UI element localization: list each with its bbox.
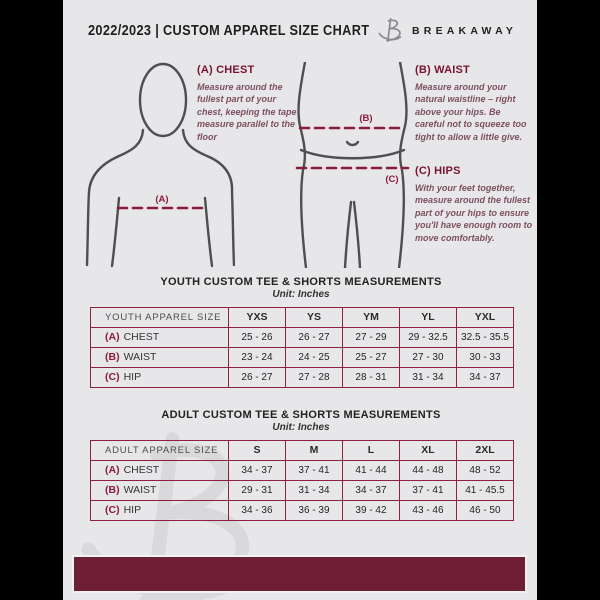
adult-waist-row xyxy=(91,481,514,501)
instruction-waist xyxy=(415,64,529,143)
row-label xyxy=(91,368,229,388)
cell: 34 - 36 xyxy=(229,501,286,521)
cell: 27 - 30 xyxy=(400,348,457,368)
row-measure: CHEST xyxy=(123,464,160,477)
cell: 46 - 50 xyxy=(457,501,514,521)
breakaway-logo-icon xyxy=(378,15,406,45)
row-prefix: (B) xyxy=(105,351,120,364)
youth-size-column-label: YOUTH APPAREL SIZE xyxy=(91,308,229,328)
cell: 26 - 27 xyxy=(286,328,343,348)
cell: 29 - 32.5 xyxy=(400,328,457,348)
cell: 44 - 48 xyxy=(400,461,457,481)
youth-size-yxl: YXL xyxy=(457,308,514,328)
cell: 23 - 24 xyxy=(229,348,286,368)
youth-size-table xyxy=(90,307,514,388)
cell: 29 - 31 xyxy=(229,481,286,501)
cell: 24 - 25 xyxy=(286,348,343,368)
cell: 36 - 39 xyxy=(286,501,343,521)
instruction-hips-body: With your feet together, measure around the fullest part of your hips to ensure you'll have enough room to move comfortably. xyxy=(415,183,533,243)
cell: 41 - 44 xyxy=(343,461,400,481)
hips-line-label: (C) xyxy=(385,174,399,185)
cell: 43 - 46 xyxy=(400,501,457,521)
adult-size-table xyxy=(90,440,514,521)
row-measure: HIP xyxy=(123,371,142,384)
cell: 34 - 37 xyxy=(457,368,514,388)
cell: 30 - 33 xyxy=(457,348,514,368)
page-title xyxy=(88,22,419,39)
adult-chest-row xyxy=(91,461,514,481)
instruction-chest xyxy=(197,64,299,143)
row-label xyxy=(91,328,229,348)
cell: 31 - 34 xyxy=(400,368,457,388)
brand-name: BREAKAWAY xyxy=(412,25,518,37)
cell: 27 - 28 xyxy=(286,368,343,388)
adult-size-xl: XL xyxy=(400,441,457,461)
row-prefix: (C) xyxy=(105,504,120,517)
cell: 41 - 45.5 xyxy=(457,481,514,501)
instruction-chest-body: Measure around the fullest part of your chest, keeping the tape measure parallel to the floor xyxy=(197,82,297,142)
waist-line-label: (B) xyxy=(359,113,373,124)
adult-size-column-label: ADULT APPAREL SIZE xyxy=(91,441,229,461)
cell: 37 - 41 xyxy=(286,461,343,481)
youth-size-yxs: YXS xyxy=(229,308,286,328)
adult-size-s: S xyxy=(229,441,286,461)
youth-header-row xyxy=(91,308,514,328)
adult-size-2xl: 2XL xyxy=(457,441,514,461)
instruction-waist-body: Measure around your natural waistline – right above your hips. Be careful not to squeeze too tight to allow a little give. xyxy=(415,82,527,142)
instruction-hips xyxy=(415,165,535,244)
instruction-waist-heading: (B) WAIST xyxy=(415,64,470,76)
instruction-chest-heading: (A) CHEST xyxy=(197,64,255,76)
youth-unit-label: Unit: Inches xyxy=(272,289,330,300)
adult-header-row xyxy=(91,441,514,461)
row-label xyxy=(91,501,229,521)
row-prefix: (B) xyxy=(105,484,120,497)
cell: 37 - 41 xyxy=(400,481,457,501)
youth-hip-row xyxy=(91,368,514,388)
youth-chest-row xyxy=(91,328,514,348)
cell: 31 - 34 xyxy=(286,481,343,501)
adult-hip-row xyxy=(91,501,514,521)
adult-size-m: M xyxy=(286,441,343,461)
adult-unit-label: Unit: Inches xyxy=(272,422,330,433)
row-prefix: (A) xyxy=(105,464,120,477)
row-label xyxy=(91,481,229,501)
cell: 39 - 42 xyxy=(343,501,400,521)
cell: 48 - 52 xyxy=(457,461,514,481)
row-label xyxy=(91,348,229,368)
row-measure: HIP xyxy=(123,504,142,517)
adult-section-title: ADULT CUSTOM TEE & SHORTS MEASUREMENTS xyxy=(161,409,441,421)
instruction-hips-heading: (C) HIPS xyxy=(415,165,461,177)
footer-bar xyxy=(72,555,527,593)
right-black-bar xyxy=(537,0,600,600)
youth-section-title: YOUTH CUSTOM TEE & SHORTS MEASUREMENTS xyxy=(160,276,442,288)
row-measure: WAIST xyxy=(123,484,157,497)
row-label xyxy=(91,461,229,481)
cell: 25 - 26 xyxy=(229,328,286,348)
cell: 34 - 37 xyxy=(343,481,400,501)
cell: 26 - 27 xyxy=(229,368,286,388)
row-measure: WAIST xyxy=(123,351,157,364)
cell: 28 - 31 xyxy=(343,368,400,388)
youth-size-yl: YL xyxy=(400,308,457,328)
row-prefix: (A) xyxy=(105,331,120,344)
cell: 25 - 27 xyxy=(343,348,400,368)
waist-hips-diagram-figure xyxy=(290,62,415,268)
cell: 27 - 29 xyxy=(343,328,400,348)
cell: 32.5 - 35.5 xyxy=(457,328,514,348)
left-black-bar xyxy=(0,0,63,600)
row-prefix: (C) xyxy=(105,371,120,384)
youth-size-ys: YS xyxy=(286,308,343,328)
row-measure: CHEST xyxy=(123,331,160,344)
page-title-text: 2022/2023 | CUSTOM APPAREL SIZE CHART xyxy=(88,22,370,39)
youth-waist-row xyxy=(91,348,514,368)
adult-size-l: L xyxy=(343,441,400,461)
youth-size-ym: YM xyxy=(343,308,400,328)
cell: 34 - 37 xyxy=(229,461,286,481)
chest-line-label: (A) xyxy=(155,194,169,205)
